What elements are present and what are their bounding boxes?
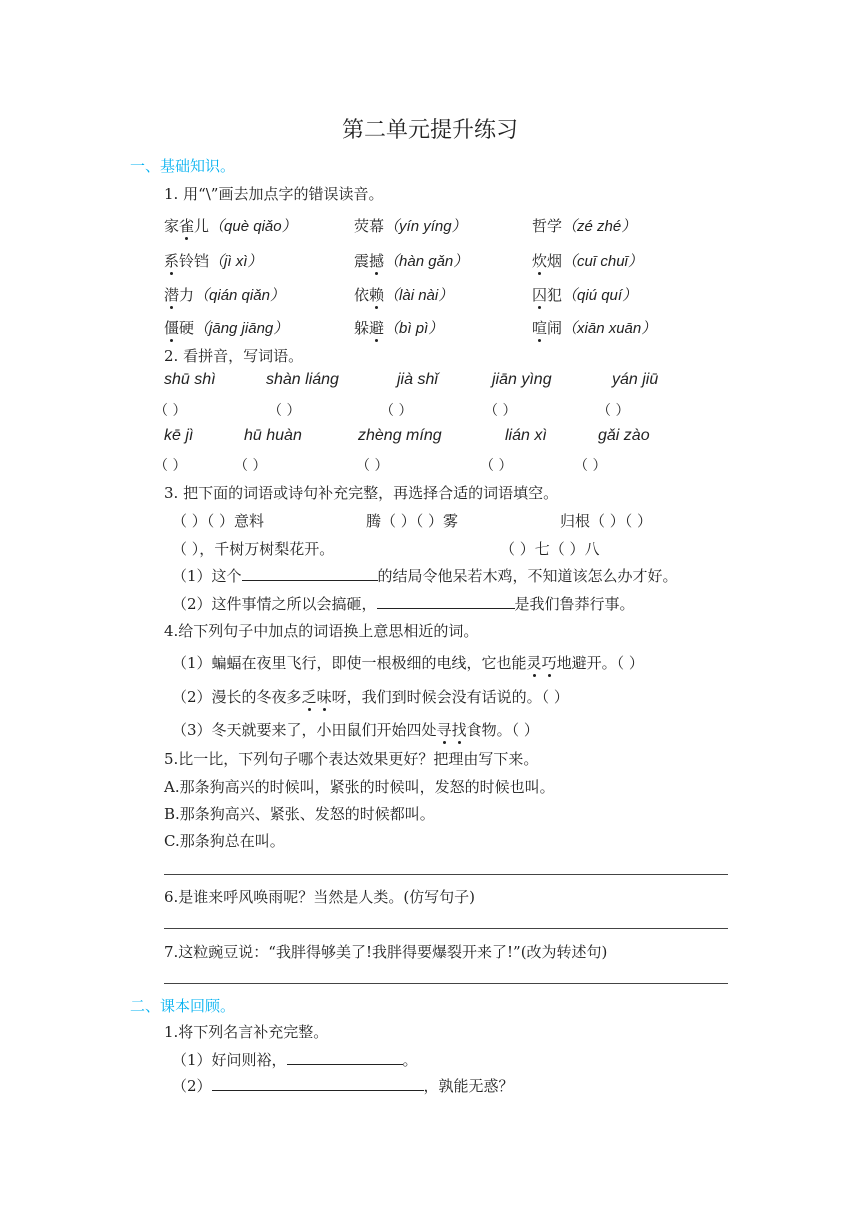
pinyin-word: jiān yìng <box>492 371 552 388</box>
dotted-word <box>527 654 557 672</box>
option-b: B.那条狗高兴、紧张、发怒的时候都叫。 <box>164 805 435 823</box>
pronunciation-item[interactable] <box>532 215 636 236</box>
review-question-1: 1.将下列名言补充完整。 <box>164 1023 329 1041</box>
word-text: 闹 <box>547 319 563 337</box>
pinyin-options[interactable]: （yín yíng） <box>384 218 467 235</box>
sentence-1-end: 的结局令他呆若木鸡，不知道该怎么办才好。 <box>377 567 678 585</box>
word-text: 幕 <box>369 217 385 235</box>
pronunciation-item[interactable] <box>532 317 656 338</box>
pronunciation-item[interactable] <box>164 317 288 338</box>
pronunciation-item[interactable] <box>354 250 468 271</box>
quote-1-start: （1）好问则裕， <box>172 1051 287 1069</box>
pinyin-options[interactable]: （xiān xuān） <box>562 320 657 337</box>
option-a: A.那条狗高兴的时候叫，紧张的时候叫，发怒的时候也叫。 <box>164 778 555 796</box>
quote-line-2 <box>172 1075 514 1096</box>
pinyin-word: yán jiū <box>612 371 659 388</box>
pinyin-options[interactable]: （hàn gǎn） <box>384 253 469 270</box>
pinyin-options[interactable]: （qián qiǎn） <box>194 287 285 304</box>
dotted-char: 赖 <box>369 286 385 304</box>
answer-paren[interactable]: （ ） <box>380 403 413 419</box>
word-text: 犯 <box>547 286 563 304</box>
dotted-word <box>437 721 467 739</box>
word-text: 铃铛 <box>179 252 210 270</box>
dotted-char: 撼 <box>369 252 385 270</box>
dotted-char: 系 <box>164 252 180 270</box>
dotted-char: 巧 <box>541 654 557 672</box>
sentence-1-start: （1）这个 <box>172 567 242 585</box>
pronunciation-item[interactable] <box>532 284 637 305</box>
pinyin-options[interactable]: （lài nài） <box>384 287 454 304</box>
pinyin-options[interactable]: （cuī chuī） <box>562 253 643 270</box>
pinyin-options[interactable]: （qiú quí） <box>562 287 638 304</box>
dotted-char: 僵 <box>164 319 180 337</box>
pronunciation-item[interactable] <box>354 215 467 236</box>
answer-line[interactable] <box>164 874 728 875</box>
pinyin-word: gǎi zào <box>598 427 650 444</box>
answer-paren[interactable]: （ ） <box>574 458 607 474</box>
fill-sentence-2 <box>172 593 635 614</box>
synonym-answer[interactable]: 地避开。（ ） <box>556 654 644 672</box>
synonym-text: （1）蝙蝠在夜里飞行，即使一根极细的电线，它也能 <box>172 654 527 672</box>
pronunciation-item[interactable] <box>164 215 297 236</box>
pronunciation-item[interactable] <box>354 284 453 305</box>
pinyin-options[interactable]: （zé zhé） <box>562 218 637 235</box>
fill-poem-line[interactable]: （ ），千树万树梨花开。 <box>172 540 335 558</box>
question-7-prompt: 7.这粒豌豆说：“我胖得够美了!我胖得要爆裂开来了!”(改为转述句) <box>164 943 608 961</box>
fill-idiom-2[interactable]: 腾（ ）（ ）雾 <box>366 512 459 530</box>
fill-sentence-1 <box>172 565 678 586</box>
fill-idiom-3[interactable]: 归根（ ）（ ） <box>560 512 653 530</box>
answer-paren[interactable]: （ ） <box>356 458 389 474</box>
section-heading-basics: 一、基础知识。 <box>130 157 236 175</box>
answer-blank[interactable] <box>242 566 378 581</box>
synonym-text: （3）冬天就要来了，小田鼠们开始四处 <box>172 721 437 739</box>
synonym-answer[interactable]: 呀，我们到时候会没有话说的。（ ） <box>331 688 569 706</box>
answer-blank[interactable] <box>212 1076 424 1091</box>
dotted-char: 灵 <box>526 654 542 672</box>
synonym-text: （2）漫长的冬夜多 <box>172 688 302 706</box>
dotted-word <box>302 688 332 706</box>
dotted-char: 找 <box>451 721 467 739</box>
synonym-sentence-3[interactable] <box>172 719 539 740</box>
dotted-char: 雀 <box>179 217 195 235</box>
sentence-2-start: （2）这件事情之所以会搞砸， <box>172 595 377 613</box>
question-6-prompt: 6.是谁来呼风唤雨呢？当然是人类。(仿写句子) <box>164 888 476 906</box>
synonym-sentence-2[interactable] <box>172 686 569 707</box>
pinyin-word: hū huàn <box>244 427 302 444</box>
pinyin-word: kē jì <box>164 427 194 444</box>
page-title: 第二单元提升练习 <box>341 118 518 143</box>
word-text: 荧 <box>354 217 370 235</box>
dotted-char: 炊 <box>532 252 548 270</box>
word-text: 依 <box>354 286 370 304</box>
question-5-prompt: 5.比一比，下列句子哪个表达效果更好？把理由写下来。 <box>164 750 539 768</box>
dotted-char: 喧 <box>532 319 548 337</box>
answer-paren[interactable]: （ ） <box>597 403 630 419</box>
pinyin-word: lián xì <box>505 427 547 444</box>
answer-paren[interactable]: （ ） <box>234 458 267 474</box>
quote-2-end: ，孰能无惑？ <box>423 1077 514 1095</box>
quote-1-end: 。 <box>402 1051 418 1069</box>
dotted-char: 潜 <box>164 286 180 304</box>
dotted-char: 囚 <box>532 286 548 304</box>
word-text: 家 <box>164 217 180 235</box>
word-text: 力 <box>179 286 195 304</box>
pronunciation-item[interactable] <box>354 317 443 338</box>
pinyin-word: jià shǐ <box>397 371 438 388</box>
pronunciation-item[interactable] <box>164 284 285 305</box>
answer-paren[interactable]: （ ） <box>480 458 513 474</box>
answer-blank[interactable] <box>287 1050 403 1065</box>
sentence-2-end: 是我们鲁莽行事。 <box>514 595 635 613</box>
pinyin-options[interactable]: （jì xì） <box>209 253 263 270</box>
answer-paren[interactable]: （ ） <box>268 403 301 419</box>
question-2-prompt: 2. 看拼音，写词语。 <box>164 347 304 365</box>
pronunciation-item[interactable] <box>532 250 643 271</box>
quote-2-start: （2） <box>172 1077 212 1095</box>
section-heading-review: 二、课本回顾。 <box>130 997 236 1015</box>
pinyin-word: shàn liáng <box>266 371 339 388</box>
fill-idiom-4[interactable]: （ ）七（ ）八 <box>500 540 600 558</box>
pinyin-word: shū shì <box>164 371 216 388</box>
answer-paren[interactable]: （ ） <box>154 403 187 419</box>
pinyin-options[interactable]: （què qiǎo） <box>209 218 297 235</box>
word-text: 哲学 <box>532 217 563 235</box>
pinyin-options[interactable]: （jāng jiāng） <box>194 320 289 337</box>
dotted-char: 寻 <box>436 721 452 739</box>
question-4-prompt: 4.给下列句子中加点的词语换上意思相近的词。 <box>164 622 479 640</box>
option-c: C.那条狗总在叫。 <box>164 832 285 850</box>
question-3-prompt: 3. 把下面的词语或诗句补充完整，再选择合适的词语填空。 <box>164 484 559 502</box>
word-text: 躲 <box>354 319 370 337</box>
answer-line[interactable] <box>164 928 728 929</box>
dotted-char: 乏 <box>301 688 317 706</box>
synonym-sentence-1[interactable] <box>172 652 644 673</box>
fill-idiom-1[interactable]: （ ）（ ）意料 <box>172 512 265 530</box>
question-1-prompt: 1. 用“\”画去加点字的错误读音。 <box>164 185 384 203</box>
word-text: 烟 <box>547 252 563 270</box>
answer-line[interactable] <box>164 983 728 984</box>
word-text: 硬 <box>179 319 195 337</box>
pronunciation-item[interactable] <box>164 250 262 271</box>
answer-blank[interactable] <box>377 594 515 609</box>
pinyin-word: zhèng míng <box>358 427 442 444</box>
dotted-char: 味 <box>316 688 332 706</box>
dotted-char: 避 <box>369 319 385 337</box>
quote-line-1 <box>172 1049 418 1070</box>
synonym-answer[interactable]: 食物。（ ） <box>466 721 539 739</box>
pinyin-options[interactable]: （bì pì） <box>384 320 444 337</box>
word-text: 震 <box>354 252 370 270</box>
answer-paren[interactable]: （ ） <box>484 403 517 419</box>
answer-paren[interactable]: （ ） <box>154 458 187 474</box>
word-text: 儿 <box>194 217 210 235</box>
